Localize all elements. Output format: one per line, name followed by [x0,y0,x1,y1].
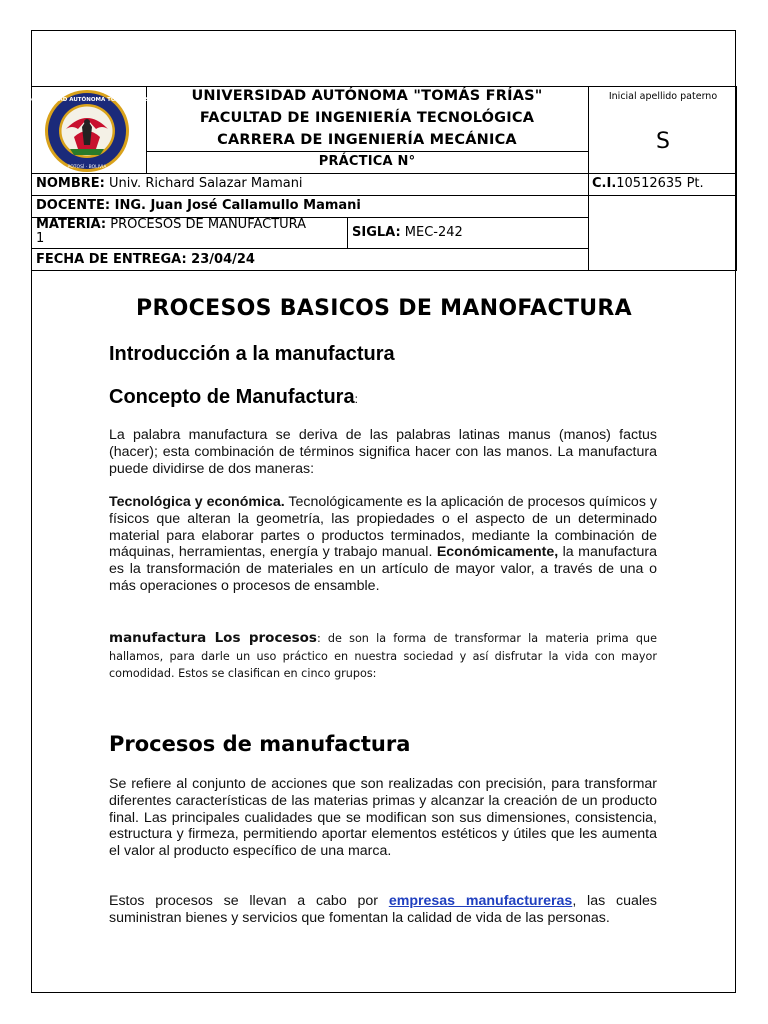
name-label: NOMBRE: [36,176,105,191]
ci-label: C.I. [592,176,617,191]
table-vline [347,217,348,248]
faculty-name: FACULTAD DE INGENIERÍA TECNOLÓGICA [199,110,535,126]
subject-label: MATERIA: [36,217,107,232]
table-line [146,151,588,152]
subject-value-line2: 1 [36,231,45,246]
paragraph-processes [109,630,657,683]
logo-ring-text-top: UNIVERSIDAD AUTÓNOMA TOMÁS FRÍAS [24,97,150,103]
table-vline [736,86,737,270]
table-line [32,248,588,249]
table-bottom-line [32,270,737,271]
subject-row [36,218,306,246]
tech-bold: Tecnológica y económica. [109,494,285,510]
econ-text: la manufactura es la transformación de materiales en un artículo de mayor valor, a través de una o más operaciones o procesos de ensamble. [109,544,657,594]
logo-ring-text-bottom: POTOSÍ · BOLIVIA [67,165,107,170]
subject-value: PROCESOS DE MANUFACTURA [106,217,307,232]
companies-text-b: , las cuales suministran bienes y servicios que fomentan la calidad de vida de las personas. [109,893,657,926]
paragraph-definition: La palabra manufactura se deriva de las palabras latinas manus (manos) factus (hacer); esta combinación de términos significa hacer con las manos. La manufactura puede dividirse de dos maneras: [109,427,657,477]
date-row: FECHA DE ENTREGA: 23/04/24 [36,252,255,267]
companies-text-a: Estos procesos se llevan a cabo por [109,893,389,909]
tech-text: Tecnológicamente es la aplicación de procesos químicos y físicos que alteran la geometría, las propiedades o el aspecto de un determinado material para elaborar partes o productos terminados, mediante la combinación de máquinas, herramientas, energía y trabajo manual. [109,494,657,561]
ci-row [592,176,704,191]
initial-label: Inicial apellido paterno [608,91,718,102]
table-top-line [32,86,737,87]
heading-intro: Introducción a la manufactura [109,343,395,365]
practice-number: PRÁCTICA N° [318,154,416,169]
ci-value: 10512635 Pt. [616,176,704,191]
initial-value: S [656,129,670,154]
university-name: UNIVERSIDAD AUTÓNOMA "TOMÁS FRÍAS" [191,88,543,104]
name-row [36,176,303,191]
document-title: PROCESOS BASICOS DE MANOFACTURA [136,296,632,321]
name-value: Univ. Richard Salazar Mamani [104,176,303,191]
heading-manufacturing-processes: Procesos de manufactura [109,732,411,756]
table-vline [588,86,589,270]
university-seal-logo [24,89,150,173]
paragraph-technological [109,494,657,595]
paragraph-processes-definition: Se refiere al conjunto de acciones que son realizadas con precisión, para transformar diferentes características de las materias primas y alcanzar la creación de un producto final. Las principales cualidades que se modifican son sus dimensiones, consistencia, estructura y firmeza, permitiendo aportar elementos estéticos y útiles que les aumenta el valor al producto específico de una marca. [109,776,657,860]
processes-bold: manufactura Los procesos [109,630,317,646]
sigla-row [352,225,463,240]
table-line [32,173,737,174]
heading-concept [109,386,358,409]
econ-bold: Económicamente, [436,544,559,561]
teacher-row: DOCENTE: ING. Juan José Callamullo Mamani [36,198,361,213]
career-name: CARRERA DE INGENIERÍA MECÁNICA [217,132,517,148]
sigla-value: MEC-242 [400,225,463,240]
heading-concept-colon: : [354,392,358,406]
table-line [32,195,737,196]
paragraph-companies [109,893,657,927]
heading-concept-text: Concepto de Manufactura [109,386,355,408]
processes-text: : de son la forma de transformar la materia prima que hallamos, para darle un uso práctico en nuestra sociedad y así disfrutar la vida con mayor comodidad. Estos se clasifican en cinco grupos: [109,632,657,680]
manufacturing-companies-link[interactable]: empresas manufactureras [388,893,573,909]
sigla-label: SIGLA: [352,225,401,240]
